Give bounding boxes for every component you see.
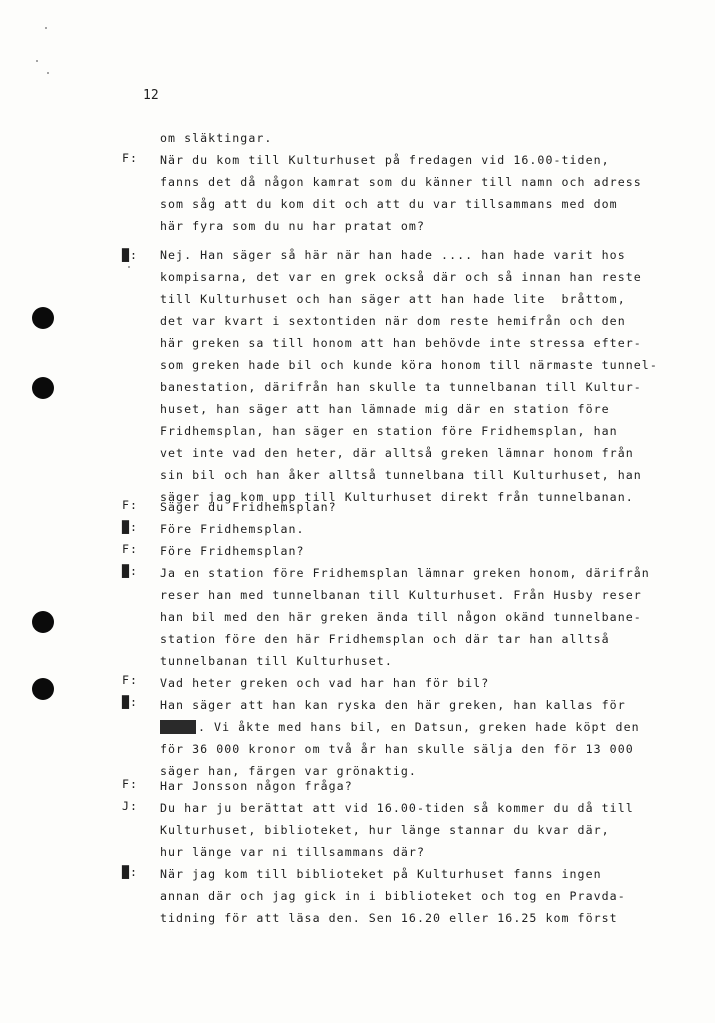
transcript-line: för 36 000 kronor om två år han skulle sälja den för 13 000 bbox=[160, 742, 634, 756]
speaker-label-f: F: bbox=[122, 542, 138, 556]
transcript-line: här greken sa till honom att han behövde inte stressa efter- bbox=[160, 336, 642, 350]
transcript-line: Före Fridhemsplan. bbox=[160, 522, 305, 536]
speaker-label-f: F: bbox=[122, 777, 138, 791]
transcript-line: han bil med den här greken ända till någon okänd tunnelbane- bbox=[160, 610, 642, 624]
speaker-label-redacted: █: bbox=[122, 520, 138, 534]
transcript-line: som greken hade bil och kunde köra honom till närmaste tunnel- bbox=[160, 358, 658, 372]
transcript-line: fanns det då någon kamrat som du känner till namn och adress bbox=[160, 175, 642, 189]
transcript-line: här fyra som du nu har pratat om? bbox=[160, 219, 425, 233]
transcript-line: om släktingar. bbox=[160, 131, 273, 145]
paper-speck bbox=[47, 72, 49, 74]
transcript-line: som såg att du kom dit och att du var tillsammans med dom bbox=[160, 197, 618, 211]
speaker-label-redacted: █: bbox=[122, 248, 138, 262]
transcript-line: kompisarna, det var en grek också där och så innan han reste bbox=[160, 270, 642, 284]
transcript-line: till Kulturhuset och han säger att han hade lite bråttom, bbox=[160, 292, 626, 306]
transcript-line: Du har ju berättat att vid 16.00-tiden så kommer du då till bbox=[160, 801, 634, 815]
transcript-line-text: . Vi åkte med hans bil, en Datsun, greken hade köpt den bbox=[198, 720, 640, 734]
transcript-line: Ja en station före Fridhemsplan lämnar greken honom, därifrån bbox=[160, 566, 650, 580]
transcript-line: Har Jonsson någon fråga? bbox=[160, 779, 353, 793]
transcript-line: säger han, färgen var grönaktig. bbox=[160, 764, 417, 778]
transcript-line: Före Fridhemsplan? bbox=[160, 544, 305, 558]
transcript-line: det var kvart i sextontiden när dom reste hemifrån och den bbox=[160, 314, 626, 328]
transcript-line: annan där och jag gick in i biblioteket och tog en Pravda- bbox=[160, 889, 626, 903]
transcript-line: sin bil och han åker alltså tunnelbana till Kulturhuset, han bbox=[160, 468, 642, 482]
transcript-line: När jag kom till biblioteket på Kulturhuset fanns ingen bbox=[160, 867, 602, 881]
punch-hole bbox=[32, 611, 54, 633]
transcript-line: vet inte vad den heter, där alltså greken lämnar honom från bbox=[160, 446, 634, 460]
speaker-label-redacted: █: bbox=[122, 564, 138, 578]
punch-hole bbox=[32, 377, 54, 399]
transcript-line: reser han med tunnelbanan till Kulturhuset. Från Husby reser bbox=[160, 588, 642, 602]
transcript-line: Nej. Han säger så här när han hade .... han hade varit hos bbox=[160, 248, 626, 262]
transcript-line: tidning för att läsa den. Sen 16.20 eller 16.25 kom först bbox=[160, 911, 618, 925]
paper-speck bbox=[45, 27, 47, 29]
page-number: 12 bbox=[143, 88, 159, 103]
transcript-line: säger jag kom upp till Kulturhuset direkt från tunnelbanan. bbox=[160, 490, 634, 504]
transcript-line: hur länge var ni tillsammans där? bbox=[160, 845, 425, 859]
punch-hole bbox=[32, 307, 54, 329]
paper-speck bbox=[36, 60, 38, 62]
speaker-label-redacted: █: bbox=[122, 695, 138, 709]
speaker-label-f: F: bbox=[122, 673, 138, 687]
transcript-line: Fridhemsplan, han säger en station före Fridhemsplan, han bbox=[160, 424, 618, 438]
speaker-label-j: J: bbox=[122, 799, 138, 813]
transcript-line: huset, han säger att han lämnade mig där en station före bbox=[160, 402, 610, 416]
transcript-line: Han säger att han kan ryska den här greken, han kallas för bbox=[160, 698, 626, 712]
punch-hole bbox=[32, 678, 54, 700]
speaker-label-redacted: █: bbox=[122, 865, 138, 879]
speaker-label-f: F: bbox=[122, 151, 138, 165]
transcript-line: Vad heter greken och vad har han för bil? bbox=[160, 676, 490, 690]
speaker-label-f: F: bbox=[122, 498, 138, 512]
transcript-line: station före den här Fridhemsplan och där tar han alltså bbox=[160, 632, 610, 646]
transcript-line: Kulturhuset, biblioteket, hur länge stannar du kvar där, bbox=[160, 823, 610, 837]
transcript-line bbox=[160, 720, 640, 734]
paper-speck bbox=[128, 266, 130, 268]
transcript-line: Säger du Fridhemsplan? bbox=[160, 500, 337, 514]
transcript-line: När du kom till Kulturhuset på fredagen vid 16.00-tiden, bbox=[160, 153, 610, 167]
transcript-line: tunnelbanan till Kulturhuset. bbox=[160, 654, 393, 668]
transcript-line: banestation, därifrån han skulle ta tunnelbanan till Kultur- bbox=[160, 380, 642, 394]
redacted-name bbox=[160, 720, 196, 734]
